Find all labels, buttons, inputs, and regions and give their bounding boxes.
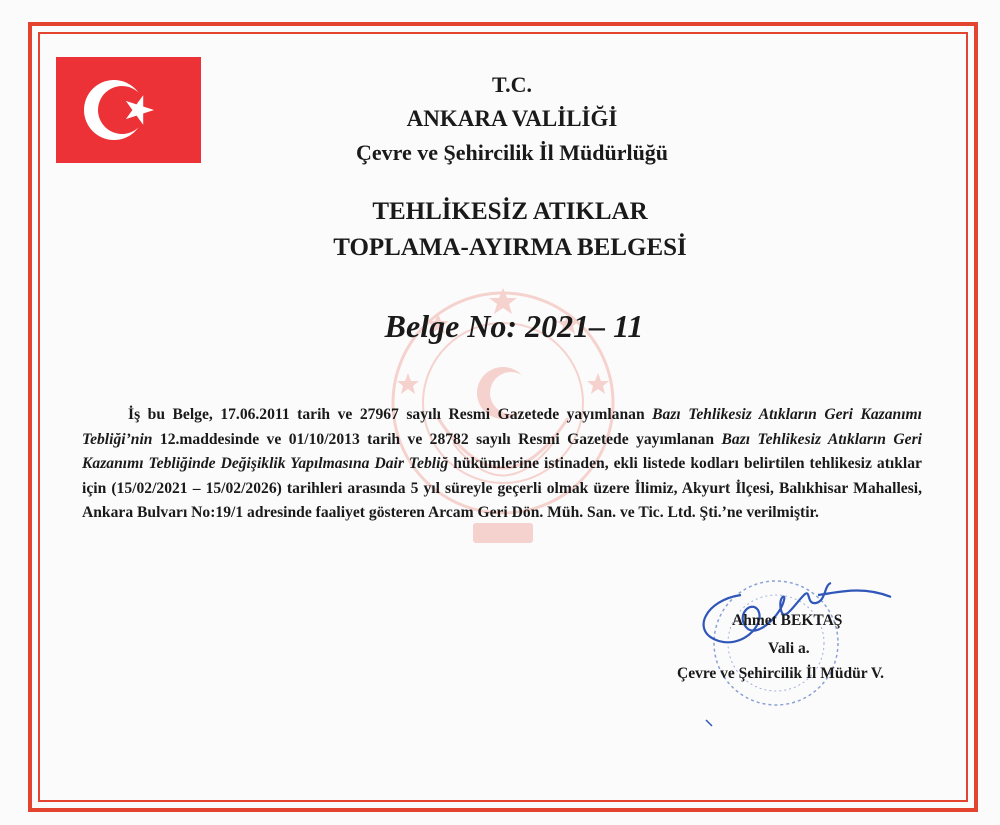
document-title-line1: TEHLİKESİZ ATIKLAR <box>372 198 648 225</box>
signatory-role: Vali a. <box>768 640 810 657</box>
header-mudurluk: Çevre ve Şehircilik İl Müdürlüğü <box>355 140 669 165</box>
header-tc: T.C. <box>492 72 532 97</box>
body-text-part1: İş bu Belge, 17.06.2011 tarih ve 27967 sayılı Resmi Gazetede yayımlanan <box>128 406 653 423</box>
signatory-department: Çevre ve Şehircilik İl Müdür V. <box>677 665 884 682</box>
document-number: Belge No: 2021– 11 <box>384 308 644 344</box>
body-regulation-1: Bazı Tehlikesiz Atıkların Geri Kazanımı Tebliği’nin <box>82 406 922 448</box>
signatory-name: Ahmet BEKTAŞ <box>732 612 843 629</box>
body-text-part3: hükümlerine istinaden, ekli listede kodları belirtilen tehlikesiz atıklar için (15/02/2021 – 15/02/2026) tarihleri arasında 5 yıl süreyle geçerli olmak üzere İlimiz, Akyurt İlçesi, Balıkhisar Mahallesi, Ankara Bulvarı No:19/1 adresinde faaliyet gösteren Arcam Geri Dön. Müh. San. ve Tic. Ltd. Şti.’ne verilmiştir. <box>82 455 922 521</box>
body-text-part2: 12.maddesinde ve 01/10/2013 tarih ve 28782 sayılı Resmi Gazetede yayımlanan <box>152 430 722 448</box>
document-title-line2: TOPLAMA-AYIRMA BELGESİ <box>333 234 687 261</box>
body-regulation-2: Bazı Tehlikesiz Atıkların Geri Kazanımı Tebliğinde Değişiklik Yapılmasına Dair Tebliğ <box>82 430 922 472</box>
header-valilik: ANKARA VALİLİĞİ <box>406 106 618 131</box>
certificate-body <box>82 403 922 526</box>
